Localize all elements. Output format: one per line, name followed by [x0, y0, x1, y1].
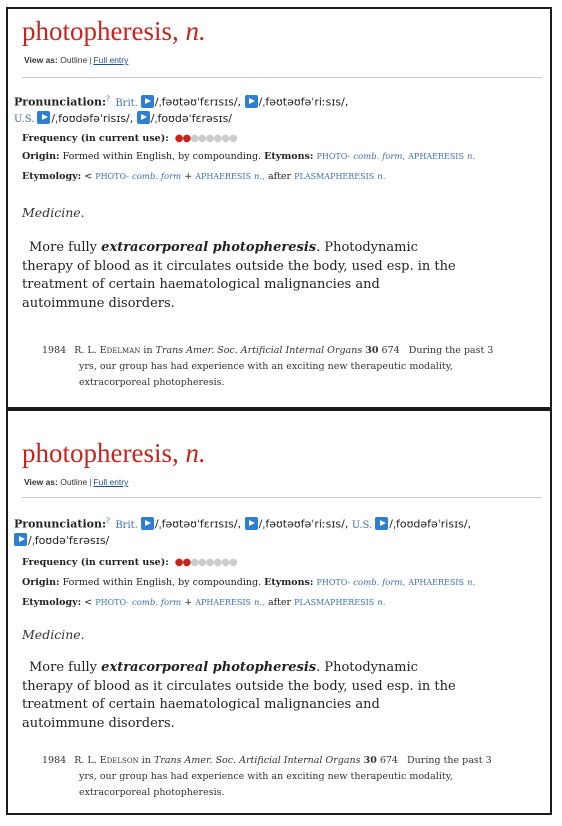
quote-year: 1984	[42, 755, 67, 766]
frequency-dot-empty: ●	[205, 133, 214, 144]
play-audio-icon[interactable]	[245, 517, 258, 530]
outline-link[interactable]: Outline	[60, 55, 88, 65]
frequency-dot-empty: ●	[190, 133, 198, 144]
view-as-bar: View as: Outline | Full entry	[24, 55, 129, 65]
play-audio-icon[interactable]	[14, 533, 27, 546]
pronunciation-line-2	[14, 109, 232, 130]
etymon-link-aphaeresis[interactable]: APHAERESIS	[408, 152, 464, 161]
divider	[22, 497, 542, 498]
frequency-dot-empty: ●	[197, 133, 206, 144]
pronunciation-label: Pronunciation:	[14, 517, 107, 531]
etymology-link-plasmapheresis[interactable]: PLASMAPHERESIS	[294, 598, 375, 607]
ipa-us-2: /ˌfoʊdəˈfɛrəsɪs/	[28, 534, 110, 547]
ipa-us-2: /ˌfoʊdəˈfɛrəsɪs/	[150, 112, 233, 125]
definition: More fully extracorporeal photopheresis. Photodynamic therapy of blood as it circulates outside the body, used esp. in the treatment of certain haematological malignancies and autoimmune disorders.	[22, 660, 456, 731]
quote-year: 1984	[42, 345, 67, 356]
frequency-dot-empty: ●	[205, 557, 214, 568]
origin-row: Origin: Formed within English, by compounding. Etymons: PHOTO- comb. form, APHAERESIS n.	[22, 151, 476, 162]
headword: photopheresis, n.	[22, 16, 206, 46]
divider	[22, 77, 542, 78]
quote-author: R. L. Edelman	[74, 345, 141, 356]
region-us: U.S.	[14, 114, 35, 125]
region-us: U.S.	[351, 519, 373, 531]
etymology-row: Etymology: < PHOTO- comb. form + APHAERESIS n., after PLASMAPHERESIS n.	[22, 171, 386, 182]
quotation: 1984 R. L. Edelman in Trans Amer. Soc. Artificial Internal Organs 30 674 During the past 3 yrs, our group has had experience with an exciting new therapeutic modality, extracorporeal photopheresis.	[42, 345, 494, 388]
frequency-dot-filled: ●	[174, 133, 183, 144]
frequency-dot-empty: ●	[228, 133, 237, 144]
frequency-dot-filled: ●	[174, 557, 183, 568]
quote-source: Trans Amer. Soc. Artificial Internal Organs	[155, 345, 363, 356]
ipa-brit-2: /ˌfəʊtəʊfəˈriːsɪs/,	[258, 517, 349, 531]
help-icon[interactable]: ?	[106, 95, 110, 103]
entry-panel-1	[6, 7, 552, 409]
full-entry-link[interactable]: Full entry	[93, 477, 129, 487]
etymology-row: Etymology: < PHOTO- comb. form + APHAERESIS n., after PLASMAPHERESIS n.	[22, 597, 386, 608]
frequency-dot-empty: ●	[228, 557, 237, 568]
quote-source: Trans Amer. Soc. Artificial Internal Organs	[153, 755, 361, 766]
etymology-link-plasmapheresis[interactable]: PLASMAPHERESIS	[294, 172, 375, 181]
play-audio-icon[interactable]	[137, 111, 150, 124]
ipa-brit-2: /ˌfəʊtəʊfəˈriːsɪs/,	[258, 95, 349, 109]
region-brit: Brit.	[115, 519, 138, 531]
help-icon[interactable]: ?	[106, 517, 110, 525]
etymon-link-aphaeresis[interactable]: APHAERESIS	[408, 578, 464, 587]
frequency-dot-empty: ●	[213, 557, 222, 568]
etymology-link-aphaeresis[interactable]: APHAERESIS	[195, 172, 251, 181]
play-audio-icon[interactable]	[141, 95, 154, 108]
frequency-indicator[interactable]	[175, 133, 237, 144]
subject-label: Medicine.	[22, 627, 85, 642]
etymology-link-aphaeresis[interactable]: APHAERESIS	[195, 598, 251, 607]
pronunciation-line-2	[14, 531, 109, 551]
quotation: 1984 R. L. Edelson in Trans Amer. Soc. Artificial Internal Organs 30 674 During the past 3 yrs, our group has had experience with an exciting new therapeutic modality, extracorporeal photopheresis.	[42, 755, 492, 798]
region-brit: Brit.	[115, 97, 138, 109]
frequency-dot-empty: ●	[213, 133, 222, 144]
frequency-row: Frequency (in current use): ●●●●●●●●	[22, 133, 237, 144]
frequency-dot-filled: ●	[182, 557, 191, 568]
frequency-row: Frequency (in current use): ●●●●●●●●	[22, 557, 237, 568]
view-as-bar: View as: Outline | Full entry	[24, 477, 129, 487]
frequency-dot-empty: ●	[221, 133, 229, 144]
pronunciation-label: Pronunciation:	[14, 95, 107, 109]
etymology-link-photo[interactable]: PHOTO-	[95, 172, 129, 181]
play-audio-icon[interactable]	[141, 517, 154, 530]
headword: photopheresis, n.	[22, 438, 206, 468]
etymon-link-photo[interactable]: PHOTO-	[316, 578, 351, 587]
origin-row: Origin: Formed within English, by compounding. Etymons: PHOTO- comb. form, APHAERESIS n.	[22, 577, 476, 588]
play-audio-icon[interactable]	[37, 111, 50, 124]
ipa-us-1: /ˌfoʊdəfəˈrisɪs/,	[51, 112, 134, 125]
play-audio-icon[interactable]	[375, 517, 388, 530]
frequency-dot-empty: ●	[221, 557, 229, 568]
frequency-indicator[interactable]	[175, 557, 237, 568]
frequency-dot-empty: ●	[197, 557, 206, 568]
defined-term: extracorporeal photopheresis	[101, 240, 317, 255]
subject-label: Medicine.	[22, 205, 85, 220]
frequency-dot-empty: ●	[190, 557, 198, 568]
definition: More fully extracorporeal photopheresis. Photodynamic therapy of blood as it circulates outside the body, used esp. in the treatment of certain haematological malignancies and autoimmune disorders.	[22, 240, 456, 311]
defined-term: extracorporeal photopheresis	[101, 660, 317, 675]
ipa-brit-1: /ˌfəʊtəʊˈfɛrɪsɪs/,	[154, 95, 242, 109]
play-audio-icon[interactable]	[245, 95, 258, 108]
outline-link[interactable]: Outline	[60, 477, 88, 487]
ipa-brit-1: /ˌfəʊtəʊˈfɛrɪsɪs/,	[154, 517, 242, 531]
quote-author: R. L. Edelson	[74, 755, 139, 766]
entry-panel-2	[6, 409, 552, 815]
frequency-dot-filled: ●	[182, 133, 191, 144]
full-entry-link[interactable]: Full entry	[93, 55, 129, 65]
etymon-link-photo[interactable]: PHOTO-	[316, 152, 351, 161]
ipa-us-1: /ˌfoʊdəfəˈrisɪs/,	[389, 517, 472, 531]
etymology-link-photo[interactable]: PHOTO-	[95, 598, 129, 607]
